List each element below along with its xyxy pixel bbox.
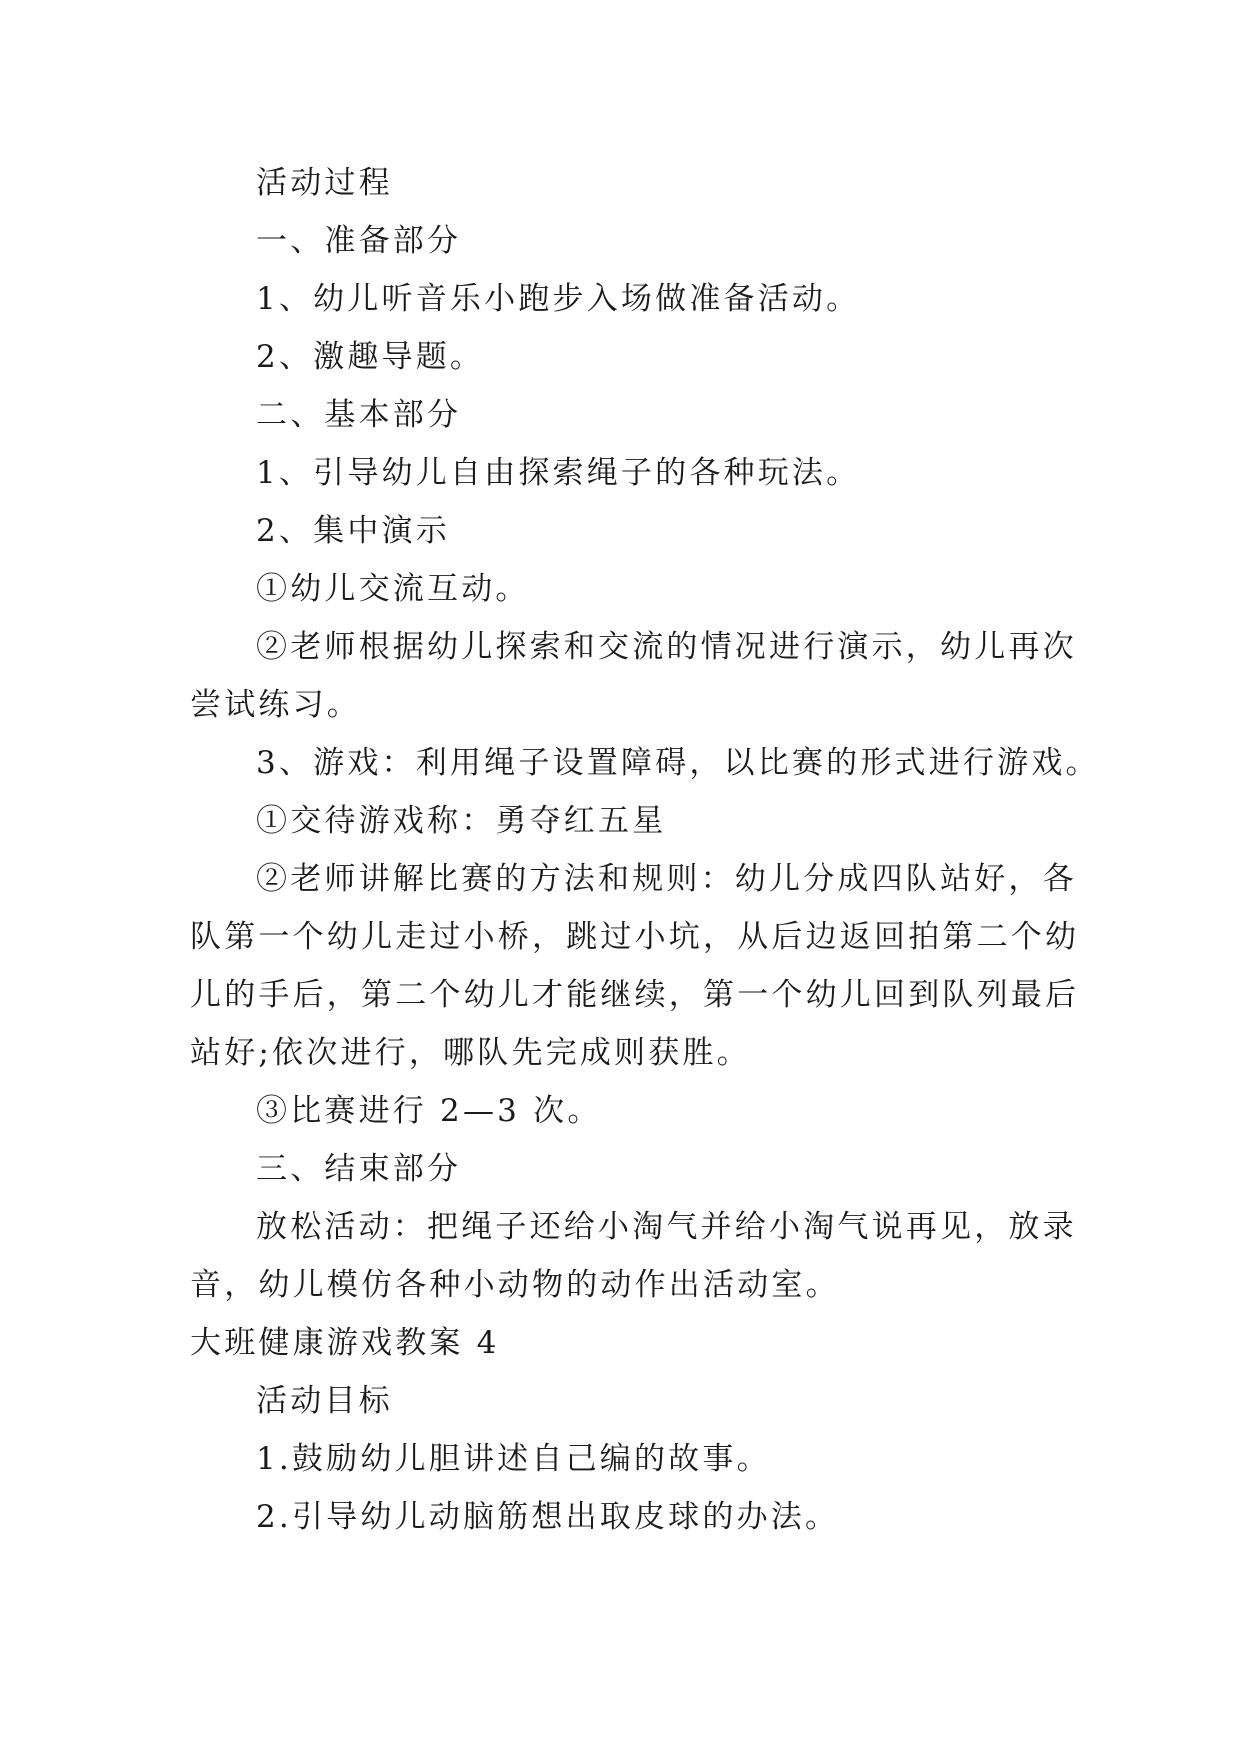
paragraph: 2.引导幼儿动脑筋想出取皮球的办法。	[256, 1499, 840, 1535]
paragraph: 2、集中演示	[256, 513, 450, 549]
paragraph-continuation: 尝试练习。	[190, 687, 361, 723]
paragraph: 1、幼儿听音乐小跑步入场做准备活动。	[256, 281, 861, 317]
paragraph: ②老师根据幼儿探索和交流的情况进行演示，幼儿再次	[256, 629, 1077, 665]
paragraph-continuation: 队第一个幼儿走过小桥，跳过小坑，从后边返回拍第二个幼	[190, 919, 1080, 955]
section-basic: 二、基本部分	[256, 397, 462, 433]
paragraph-continuation: 站好;依次进行，哪队先完成则获胜。	[190, 1035, 751, 1071]
paragraph: 1、引导幼儿自由探索绳子的各种玩法。	[256, 455, 861, 491]
paragraph: ③比赛进行 2—3 次。	[256, 1093, 602, 1129]
paragraph: 2、激趣导题。	[256, 339, 485, 375]
section-preparation: 一、准备部分	[256, 223, 462, 259]
paragraph: ①幼儿交流互动。	[256, 571, 530, 607]
heading-activity-process: 活动过程	[256, 165, 393, 201]
paragraph-continuation: 音，幼儿模仿各种小动物的动作出活动室。	[190, 1267, 840, 1303]
lesson-plan-title: 大班健康游戏教案 4	[190, 1325, 500, 1361]
paragraph: ①交待游戏称：勇夺红五星	[256, 803, 667, 839]
paragraph: 3、游戏：利用绳子设置障碍，以比赛的形式进行游戏。	[256, 745, 1100, 781]
section-ending: 三、结束部分	[256, 1151, 462, 1187]
paragraph: ②老师讲解比赛的方法和规则：幼儿分成四队站好，各	[256, 861, 1077, 897]
paragraph: 放松活动：把绳子还给小淘气并给小淘气说再见，放录	[256, 1209, 1077, 1245]
paragraph: 1.鼓励幼儿胆讲述自己编的故事。	[256, 1441, 771, 1477]
paragraph-continuation: 儿的手后，第二个幼儿才能继续，第一个幼儿回到队列最后	[190, 977, 1080, 1013]
heading-activity-goals: 活动目标	[256, 1383, 393, 1419]
